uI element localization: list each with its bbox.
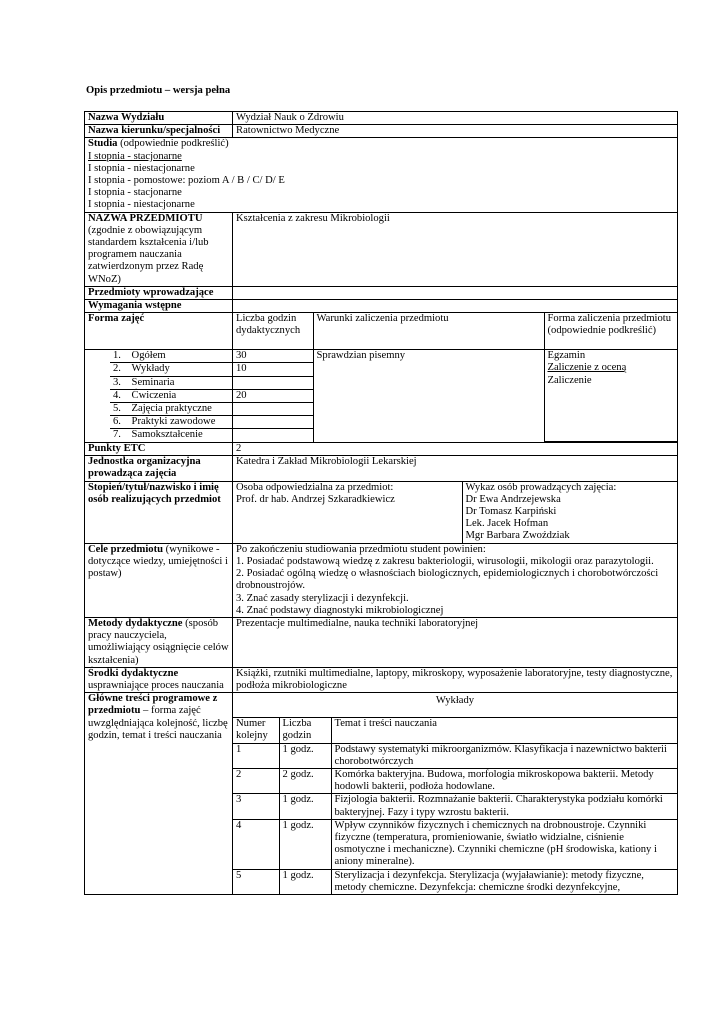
content-hint: – forma zajęć uwzględniająca kolejność, liczbę godzin, temat i treści nauczania <box>88 705 228 741</box>
col-conditions-header: Warunki zaliczenia przedmiotu <box>313 313 544 349</box>
hours-value: 10 <box>233 363 313 376</box>
hours-value <box>233 377 313 390</box>
subject-value: Kształcenia z zakresu Mikrobiologii <box>233 212 678 286</box>
hours-value <box>233 416 313 429</box>
unit-value: Katedra i Zakład Mikrobiologii Lekarskiej <box>233 456 678 481</box>
faculty-row <box>85 112 678 125</box>
staff-label: Stopień/tytuł/nazwisko i imię osób realizujących przedmiot <box>85 481 233 543</box>
content-topic: Sterylizacja i dezynfekcja. Sterylizacja (wyjaławianie): metody fizyczne, metody chemiczne. Dezynfekcja: chemiczne środki dezynfekcyjne, <box>331 869 677 894</box>
field-value: Ratownictwo Medyczne <box>233 125 678 138</box>
goals-line: 1. Posiadać podstawową wiedzę z zakresu bakteriologii, wirusologii, mikologii oraz parazytologii. <box>236 555 654 567</box>
studies-option: I stopnia - stacjonarne <box>88 187 182 199</box>
means-hint: usprawniające proces nauczania <box>88 679 224 691</box>
forms-item: 2. Wykłady <box>110 363 232 376</box>
unit-row <box>85 456 678 481</box>
content-label: Główne treści programowe z przedmiotu <box>88 693 218 717</box>
studies-option: I stopnia - niestacjonarne <box>88 162 195 174</box>
ects-label: Punkty ETC <box>85 443 233 456</box>
hours-column <box>233 350 313 441</box>
forms-label: Forma zajęć <box>85 313 233 350</box>
methods-hint: (sposób pracy nauczyciela, umożliwiający osiągnięcie celów kształcenia) <box>88 617 229 666</box>
form-options-cell <box>544 350 677 441</box>
field-label: Nazwa kierunku/specjalności <box>85 125 233 138</box>
forms-item: 7. Samokształcenie <box>113 429 203 441</box>
col-hours-header: Liczba godzin dydaktycznych <box>233 313 313 349</box>
content-row-item <box>233 794 677 819</box>
document-title: Opis przedmiotu – wersja pełna <box>86 85 231 96</box>
unit-label: Jednostka organizacyjna prowadząca zajęcia <box>85 456 233 481</box>
content-no: 5 <box>233 869 279 894</box>
content-no: 2 <box>233 768 279 793</box>
conditions-value: Sprawdzian pisemny <box>313 350 544 441</box>
forms-item: 6. Praktyki zawodowe <box>110 416 232 429</box>
content-table <box>233 693 677 894</box>
staff-person: Lek. Jacek Hofman <box>465 518 549 530</box>
requirements-row <box>85 300 678 313</box>
prereq-value-1 <box>233 286 678 299</box>
subject-label-cell <box>85 212 233 286</box>
content-topic: Fizjologia bakterii. Rozmnażanie bakterii. Charakterystyka podziału komórki bakteryjnej. Fazy i typy wzrostu bakterii. <box>331 794 677 819</box>
content-no: 3 <box>233 794 279 819</box>
staff-person: Dr Tomasz Karpiński <box>465 506 557 518</box>
content-row-item <box>233 743 677 768</box>
methods-row <box>85 617 678 667</box>
prereq-label-2: Wymagania wstępne <box>85 300 233 313</box>
faculty-value: Wydział Nauk o Zdrowiu <box>233 112 678 125</box>
studies-option: I stopnia - pomostowe: poziom A / B / C/ D/ E <box>88 175 285 187</box>
means-label-cell <box>85 667 233 692</box>
goals-line: Po zakończeniu studiowania przedmiotu student powinien: <box>236 543 486 555</box>
responsible-cell <box>233 482 462 543</box>
studies-cell <box>85 138 678 212</box>
studies-row <box>85 138 678 212</box>
form-option: Zaliczenie z oceną <box>547 362 627 374</box>
goals-row <box>85 543 678 617</box>
responsible-person: Prof. dr hab. Andrzej Szkaradkiewicz <box>236 493 395 505</box>
forms-body-row <box>85 350 678 443</box>
faculty-label: Nazwa Wydziału <box>85 112 233 125</box>
content-topic: Podstawy systematyki mikroorganizmów. Klasyfikacja i nazewnictwo bakterii chorobotwórczych <box>331 743 677 768</box>
means-value: Książki, rzutniki multimedialne, laptopy, mikroskopy, wyposażenie laboratoryjne, testy diagnostyczne, podłoża mikrobiologiczne <box>233 667 678 692</box>
forms-item: 4. Ćwiczenia <box>110 390 232 403</box>
methods-value: Prezentacje multimedialne, nauka techniki laboratoryjnej <box>233 617 678 667</box>
subject-hint: (zgodnie z obowiązującym standardem kształcenia i/lub programem nauczania zatwierdzonym przez Radę WNoZ) <box>88 224 209 285</box>
prereq-row <box>85 286 678 299</box>
content-section-title: Wykłady <box>233 693 677 718</box>
content-hours: 1 godz. <box>279 794 331 819</box>
content-hours: 1 godz. <box>279 819 331 869</box>
content-hours: 1 godz. <box>279 743 331 768</box>
staff-person: Dr Ewa Andrzejewska <box>465 493 561 505</box>
forms-item: 3. Seminaria <box>110 377 232 390</box>
forms-header-row <box>85 313 678 350</box>
responsible-label: Osoba odpowiedzialna za przedmiot: <box>236 481 394 493</box>
staff-table <box>233 482 677 543</box>
goals-line: 2. Posiadać ogólną wiedzę o własnościach biologicznych, epidemiologicznych i chorobotwórczości drobnoustrojów. <box>236 568 659 592</box>
col-form-header: Forma zaliczenia przedmiotu (odpowiednie podkreślić) <box>544 313 677 349</box>
goals-label-cell <box>85 543 233 617</box>
methods-label: Metody dydaktyczne <box>88 617 183 629</box>
form-option: Egzamin <box>547 350 586 362</box>
forms-header-table <box>233 313 677 349</box>
subject-row <box>85 212 678 286</box>
studies-hint: (odpowiednie podkreślić) <box>117 138 229 150</box>
goals-label: Cele przedmiotu <box>88 543 164 555</box>
content-row-item <box>233 869 677 894</box>
forms-item: 1. Ogółem <box>110 350 232 363</box>
methods-label-cell <box>85 617 233 667</box>
field-row <box>85 125 678 138</box>
ects-row <box>85 443 678 456</box>
ects-value: 2 <box>233 443 678 456</box>
form-option: Zaliczenie <box>547 374 592 386</box>
col-no-header: Numer kolejny <box>233 718 279 743</box>
col-topic-header: Temat i treści nauczania <box>331 718 677 743</box>
content-row-item <box>233 819 677 869</box>
content-topic: Wpływ czynników fizycznych i chemicznych na drobnoustroje. Czynniki fizyczne (temperatura, promieniowanie, światło widzialne, ciśnienie osmotyczne i mechaniczne). Czynniki chemiczne (pH środowiska, kationy i aniony mineralne). <box>331 819 677 869</box>
content-row <box>85 693 678 895</box>
goals-line: 3. Znać zasady sterylizacji i dezynfekcji. <box>236 592 409 604</box>
goals-value-cell <box>233 543 678 617</box>
subject-label: NAZWA PRZEDMIOTU <box>88 212 203 224</box>
content-no: 4 <box>233 819 279 869</box>
studies-option: I stopnia - stacjonarne <box>88 150 182 162</box>
staff-list-cell <box>462 482 677 543</box>
forms-item: 5. Zajęcia praktyczne <box>110 403 232 416</box>
hours-value: 20 <box>233 390 313 403</box>
staff-row <box>85 481 678 543</box>
staff-list-label: Wykaz osób prowadzących zajęcia: <box>465 481 617 493</box>
forms-body-table <box>233 350 677 442</box>
hours-value: 30 <box>233 350 313 363</box>
means-row <box>85 667 678 692</box>
hours-value <box>233 429 313 441</box>
content-no: 1 <box>233 743 279 768</box>
staff-person: Mgr Barbara Zwoździak <box>465 530 570 542</box>
content-row-item <box>233 768 677 793</box>
studies-option: I stopnia - niestacjonarne <box>88 199 195 211</box>
prereq-value-2 <box>233 300 678 313</box>
goals-hint: (wynikowe - dotyczące wiedzy, umiejętności i postaw) <box>88 543 228 580</box>
goals-line: 4. Znać podstawy diagnostyki mikrobiologicznej <box>236 604 444 616</box>
forms-list-cell <box>85 350 233 443</box>
means-label: Środki dydaktyczne <box>88 667 179 679</box>
col-content-hours-header: Liczba godzin <box>279 718 331 743</box>
prereq-label-1: Przedmioty wprowadzające <box>85 286 233 299</box>
content-topic: Komórka bakteryjna. Budowa, morfologia mikroskopowa bakterii. Metody hodowli bakterii, podłoża hodowlane. <box>331 768 677 793</box>
hours-value <box>233 403 313 416</box>
content-hours: 2 godz. <box>279 768 331 793</box>
content-hours: 1 godz. <box>279 869 331 894</box>
studies-label: Studia <box>88 138 118 150</box>
content-label-cell <box>85 693 233 895</box>
course-description-table <box>84 111 678 895</box>
